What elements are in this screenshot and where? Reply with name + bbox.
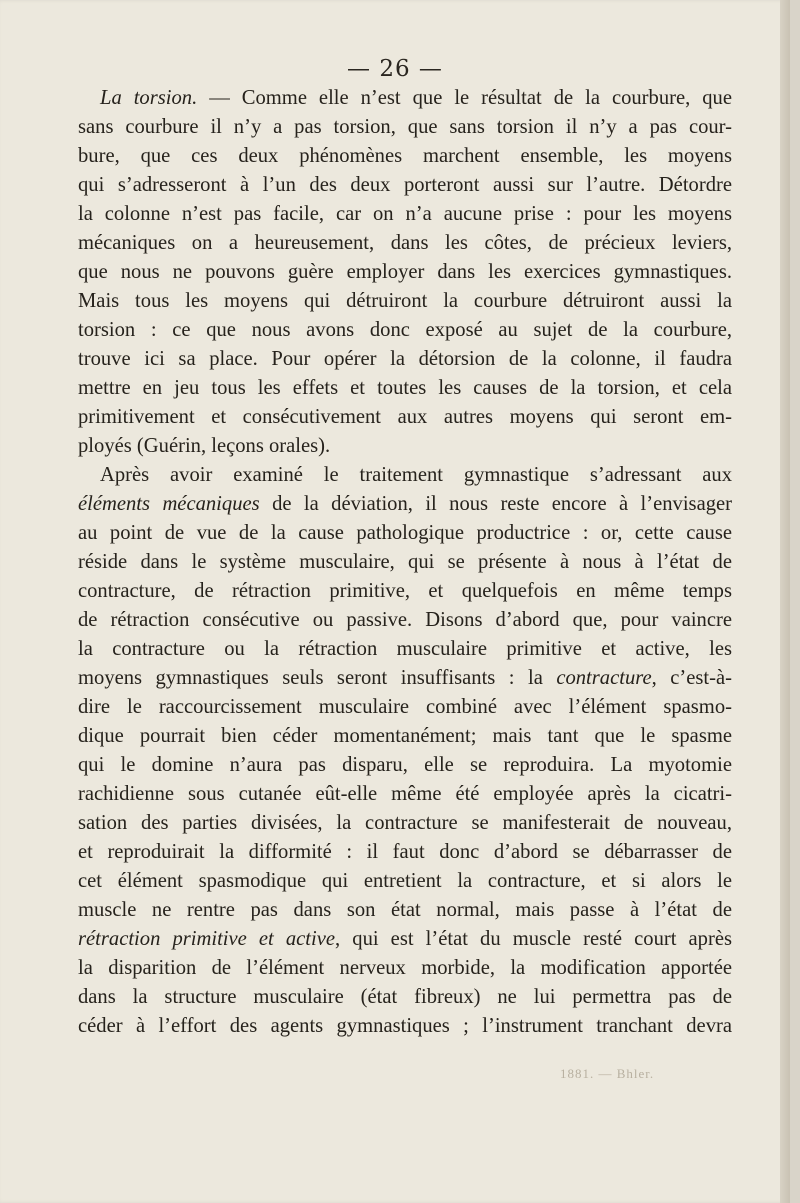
text-line: sans courbure il n’y a pas torsion, que sans torsion il n’y a pas cour- (78, 116, 732, 138)
faded-stamp: 1881. — Bhler. (560, 1066, 655, 1081)
text-line: rachidienne sous cutanée eût-elle même été employée après la cicatri- (78, 783, 732, 805)
text-line: torsion : ce que nous avons donc exposé au sujet de la courbure, (78, 319, 732, 341)
section-title: La torsion. (100, 87, 198, 109)
text-line: que nous ne pouvons guère employer dans les exercices gymnastiques. (78, 261, 732, 283)
text-line: contracture, de rétraction primitive, et quelquefois en même temps (78, 580, 732, 602)
text-line: mécaniques on a heureusement, dans les côtes, de précieux leviers, (78, 232, 732, 254)
text-line: dique pourrait bien céder momentanément; mais tant que le spasme (78, 725, 732, 747)
text-line: réside dans le système musculaire, qui se présente à nous à l’état de (78, 551, 732, 573)
text-line (78, 925, 732, 954)
page-edge (780, 0, 790, 1203)
text-line: Mais tous les moyens qui détruiront la courbure détruiront aussi la (78, 290, 732, 312)
text-line: ployés (Guérin, leçons orales). (78, 435, 331, 457)
text-line: cet élément spasmodique qui entretient la contracture, et si alors le (78, 870, 732, 892)
text-line (78, 490, 732, 519)
text-line (78, 84, 732, 113)
text-line: Après avoir examiné le traitement gymnastique s’adressant aux (100, 464, 732, 486)
text-line: dans la structure musculaire (état fibreux) ne lui permettra pas de (78, 986, 732, 1008)
text-line: au point de vue de la cause pathologique productrice : or, cette cause (78, 522, 732, 544)
text-line: bure, que ces deux phénomènes marchent ensemble, les moyens (78, 145, 732, 167)
text-line: et reproduirait la difformité : il faut donc d’abord se débarrasser de (78, 841, 732, 863)
text-fragment: de la déviation, il nous reste encore à l’envisager (259, 493, 732, 515)
text-line: céder à l’effort des agents gymnastiques ; l’instrument tranchant devra (78, 1015, 732, 1037)
text-line: trouve ici sa place. Pour opérer la détorsion de la colonne, il faudra (78, 348, 732, 370)
text-line (78, 664, 732, 693)
text-line: qui le domine n’aura pas disparu, elle se reproduira. La myotomie (78, 754, 732, 776)
italic-phrase: rétraction primitive et active (78, 928, 336, 950)
text-fragment: , c’est-à- (651, 667, 732, 689)
page-number: — 26 — (347, 56, 443, 82)
body-text (78, 84, 732, 1041)
text-line: la colonne n’est pas facile, car on n’a aucune prise : pour les moyens (78, 203, 732, 225)
text-line: sation des parties divisées, la contracture se manifesterait de nouveau, (78, 812, 732, 834)
text-line: la contracture ou la rétraction musculaire primitive et active, les (78, 638, 732, 660)
text-fragment: moyens gymnastiques seuls seront insuffisants : la (78, 667, 557, 689)
text-line: la disparition de l’élément nerveux morbide, la modification apportée (78, 957, 732, 979)
text-line: primitivement et consécutivement aux autres moyens qui seront em- (78, 406, 732, 428)
text-line: mettre en jeu tous les effets et toutes les causes de la torsion, et cela (78, 377, 732, 399)
text-line: muscle ne rentre pas dans son état normal, mais passe à l’état de (78, 899, 732, 921)
text-fragment: — Comme elle n’est que le résultat de la courbure, que (197, 87, 732, 109)
italic-phrase: contracture (556, 667, 652, 689)
text-fragment: , qui est l’état du muscle resté court après (335, 928, 732, 950)
italic-phrase: éléments mécaniques (78, 493, 260, 515)
text-line: dire le raccourcissement musculaire combiné avec l’élément spasmo- (78, 696, 732, 718)
text-line: de rétraction consécutive ou passive. Disons d’abord que, pour vaincre (78, 609, 732, 631)
text-line: qui s’adresseront à l’un des deux porteront aussi sur l’autre. Détordre (78, 174, 732, 196)
